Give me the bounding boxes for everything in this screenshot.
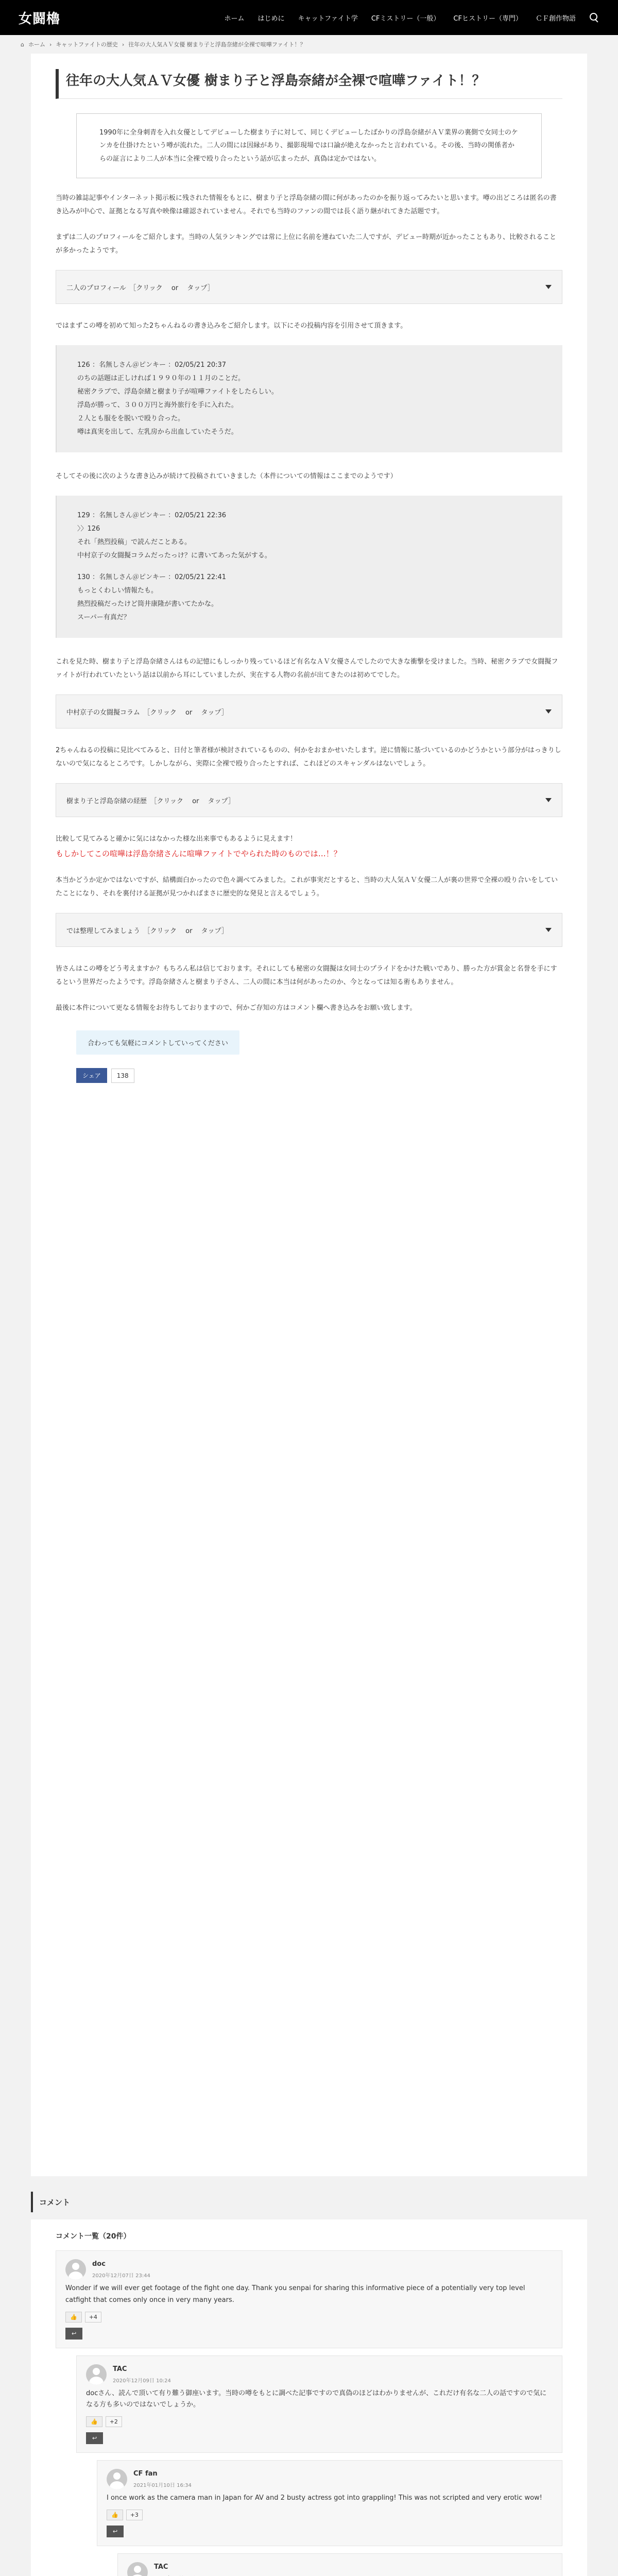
breadcrumb-current: 往年の大人気ＡＶ女優 樹まり子と浮島奈緒が全裸で喧嘩ファイト！？ [128,41,306,48]
paragraph-7-text: 比較して見てみると確かに気にはなかった様な出来事でもあるように見えます！ [56,835,297,843]
paragraph-9: 皆さんはこの噂をどう考えますか？もちろん私は信じております。それにしても秘密の女闘擬は女同士のプライドをかけた戦いであり、勝った方が賞金と名誉を手にするという世界だったようです。浮島奈緒さんと樹まり子さん、二人の間に本当は何があったのか、今となっては知る術もありません。 [56,965,557,987]
reply-button[interactable]: ↩ [86,2432,103,2444]
nav-item-home[interactable]: ホーム [224,14,245,23]
article [31,54,587,2176]
quote-line: 中村京子の女闘擬コラムだったっけ？に書いてあった気がする。 [77,552,271,560]
avatar [107,2469,127,2489]
nav-item-intro[interactable]: はじめに [258,14,285,23]
avatar [65,2259,86,2280]
quote-line: もっとくわしい情報たも。 [77,587,158,595]
comment-text: I once work as the camera man in Japan for AV and 2 busty actress got into grappling! This was not scripted and very erotic wow! [107,2494,542,2502]
accordion-column[interactable] [56,694,562,728]
paragraph-6: 2ちゃんねるの投稿に見比べてみると、日付と筆者様が検討されているものの、何かをおまかせいたします。逆に情報に基づいているのかどうかという部分がはっきりしないので気になるところです。しかしながら、実際に全裸で殴り合ったとすれば、これほどのスキャンダルはないでしょう。 [56,747,561,768]
breadcrumb-home[interactable]: ホーム [28,41,45,48]
comment-author: TAC [154,2563,168,2571]
like-count: +4 [85,2312,101,2323]
site-logo[interactable]: 女闘櫓 [19,11,61,27]
comment-item [97,2460,562,2546]
accordion-summary[interactable] [56,913,562,947]
paragraph-8: 本当かどうか定かではないですが、結構面白かったので色々調べてみました。これが事実だとすると、当時の大人気ＡＶ女優二人が裏の世界で全裸の殴り合いをしていたことになり、それを裏付ける証拠が見つかればまさに歴史的な発見と言えるでしょう。 [56,876,558,898]
nav-item-catfight[interactable]: キャットファイト学 [298,14,358,23]
quote-line: 129 ：名無しさん＠ピンキー ：02/05/21 22:36 [77,512,227,520]
paragraph-2: まずは二人のプロフィールをご紹介します。当時の人気ランキングでは常に上位に名前を連ねていた二人ですが、デビュー時期が近かったこともあり、比較されることが多かったようです。 [56,233,556,255]
paragraph-10: 最後に本件について更なる情報をお待ちしておりますので、何かご存知の方はコメント欄へ書き込みをお願い致します。 [56,1004,417,1012]
comment-date: 2021年01月10日 16:34 [133,2483,192,2488]
comment-date: 2020年12月09日 10:24 [113,2378,171,2384]
nav-item-cf-special[interactable]: CFヒストリー（専門） [453,14,522,23]
comments-section-title: コメント [31,2192,587,2212]
reply-button[interactable]: ↩ [107,2526,124,2537]
comment-text: docさん、読んで頂いて有り難う御座います。当時の噂をもとに調べた記事ですので真偽のほどはわかりませんが、これだけ有名な二人の話ですので気になる方も多いのではないでしょうか。 [86,2389,547,2409]
quote-line: 126 ：名無しさん＠ピンキー ：02/05/21 20:37 [77,361,227,369]
intro-box: 1990年に全身刺青を入れ女優としてデビューした樹まり子に対して、同じくデビューしたばかりの浮島奈緒がＡＶ業界の裏側で女同士のケンカを仕掛けたという噂が流れた。二人の間には因縁があり、撮影現場では口論が絶えなかったと言われている。その後、当時の関係者からの証言により二人が本当に全裸で殴り合ったという話が広まったが、真偽は定かではない。 [76,113,542,178]
comment-date [154,2574,212,2576]
like-button[interactable]: 👍 [86,2416,102,2427]
quote-spacer [77,563,542,571]
quote-block-1 [56,345,562,452]
comment-date: 2020年12月07日 23:44 [92,2273,150,2279]
quote-line: 浮島が勝って、３００万円と海外旅行を手に入れた。 [77,401,238,410]
quote-line: のちの話題は正しければ１９９０年の１１月のことだ。 [77,375,245,383]
like-count: +3 [126,2510,143,2520]
paragraph-1: 当時の雑誌記事やインターネット掲示板に残された情報をもとに、樹まり子と浮島奈緒の間に何があったのかを振り返ってみたいと思います。噂の出どころは匿名の書き込みが中心で、証拠となる写真や映像は確認されていません。それでも当時のファンの間では長く語り継がれてきた話題です。 [56,194,557,216]
paragraph-5: これを見た時、樹まり子と浮島奈緒さんはもの記憶にもしっかり残っているほど有名なＡＶ女優さんでしたので大きな衝撃を受けました。当時、秘密クラブで女闘擬ファイトが行われていたという話は以前から耳にしていましたが、実在する人物の名前が出てきたのは初めてでした。 [56,658,558,680]
avatar [86,2364,107,2385]
main-nav [224,12,599,23]
quote-line: それ「熱烈投稿」で読んだことある。 [77,538,192,547]
like-button[interactable]: 👍 [107,2510,123,2520]
share-count: 138 [111,1069,134,1083]
comment-list [31,2219,587,2576]
accordion-label: 二人のプロフィール ［クリック or タップ］ [66,284,214,292]
paragraph-7-highlight: もしかしてこの喧嘩は浮島奈緒さんに喧嘩ファイトでやられた時のものでは…！？ [56,849,341,859]
comment-item [56,2250,562,2348]
like-button[interactable]: 👍 [65,2312,82,2323]
accordion-label: 中村京子の女闘擬コラム ［クリック or タップ］ [66,708,228,717]
comment-invite-button[interactable]: 合わっても気軽にコメントしていってください [76,1030,239,1055]
nav-item-cf-general[interactable]: CFミストリー（一般） [371,14,440,23]
accordion-label: 樹まり子と浮島奈緒の経歴 ［クリック or タップ］ [66,797,235,805]
breadcrumb [0,35,618,54]
chevron-down-icon [545,928,552,932]
accordion-label: では整理してみましょう ［クリック or タップ］ [66,927,228,935]
site-header [0,0,618,35]
chevron-right-icon: › [49,41,52,48]
breadcrumb-category[interactable]: キャットファイトの歴史 [56,41,118,48]
search-icon[interactable] [589,12,599,23]
share-button[interactable]: シェア [76,1068,107,1083]
quote-line: 熱烈投稿だったけど筒井康隆が書いてたかな。 [77,600,218,608]
quote-line: 噂は真実を出して、左乳房から出血していたそうだ。 [77,428,238,436]
like-count: +2 [106,2416,122,2427]
home-icon[interactable]: ⌂ [21,41,24,48]
paragraph-4: そしてその後に次のような書き込みが続けて投稿されていきました（本件についての情報はここまでのようです） [56,472,397,481]
accordion-career[interactable] [56,783,562,817]
chevron-down-icon [545,798,552,802]
comment-author: CF fan [133,2470,158,2478]
reply-button[interactable]: ↩ [65,2328,82,2340]
comment-item [117,2553,562,2576]
chevron-down-icon [545,709,552,714]
quote-line: 130 ：名無しさん＠ピンキー ：02/05/21 22:41 [77,573,227,582]
quote-block-2 [56,496,562,638]
comment-author: TAC [113,2365,127,2373]
comment-text: Wonder if we will ever get footage of the fight one day. Thank you senpai for sharing this informative piece of a potentially very top level catfight that comes only once in very many years. [65,2284,525,2304]
share-bar [76,1068,562,1083]
quote-line: ２人とも服をを脱いで殴り合った。 [77,415,185,423]
avatar [127,2562,148,2576]
chevron-down-icon [545,285,552,289]
chevron-right-icon: › [122,41,125,48]
accordion-profile[interactable] [56,270,562,304]
paragraph-7 [56,833,562,861]
comment-item [76,2355,562,2453]
quote-line: スーパー有真だ？ [77,614,130,622]
quote-line: 秘密クラブで、浮島奈緒と樹まり子が喧嘩ファイトをしたらしい。 [77,388,278,396]
quote-line: 〉〉126 [77,525,100,533]
page-title: 往年の大人気ＡＶ女優 樹まり子と浮島奈緒が全裸で喧嘩ファイト！？ [56,69,562,99]
nav-item-cf-story[interactable]: ＣＦ創作物語 [535,14,576,23]
comment-count-heading: コメント一覧（20件） [56,2232,131,2241]
paragraph-3: ではまずこの噂を初めて知った2ちゃんねるの書き込みをご紹介します。以下にその投稿内容を引用させて頂きます。 [56,322,407,330]
comment-author: doc [92,2260,106,2268]
